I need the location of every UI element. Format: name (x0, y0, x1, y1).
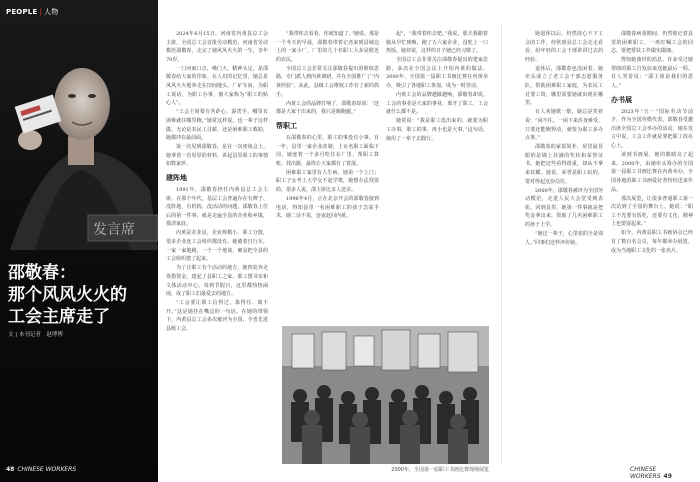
paragraph: “工会要让职工信得过、靠得住、离不开。”这是她挂在嘴边的一句话。在她的带领下，内黄县总工会多次被评为全国、全省先进县级工会。 (166, 300, 268, 332)
paragraph: 内黄是农业县，企业规模小、职工分散，很多企业连工会组织都没有。她骑着自行车，一家一家地跑，一个一个地谈，硬是把全县的工会组织建了起来。 (166, 230, 268, 263)
paragraph: 她常说：“我是职工选出来的，就要为职工办事。职工的事，再小也是大事。”这句话，她用了一辈子去践行。 (386, 118, 488, 142)
paragraph: “她这一辈子，心里装的全是别人。”同事们这样评价她。 (525, 231, 603, 246)
subheading: 办书展 (611, 95, 632, 104)
paragraph: 1996年4月，正在北京开会的邵敬春接到电话，得知县里一名困难职工的孩子急需手术，她二话不说，连夜赶回内黄。 (276, 196, 379, 220)
paragraph: 起”，“我带着你去吧。”我说。那天我跟着她从早忙到晚，跑了五六家企业，没吃上一口热饭。她却说，这样的日子她已经习惯了。 (386, 31, 488, 55)
section-label-cn: 人物 (44, 8, 59, 16)
subheading: 建阵地 (166, 174, 187, 182)
paragraph: 那次展览，让很多普通职工第一次站到了全国的舞台上。她说：“职工不光要有饭吃，还要有文化，精神上也要富起来。” (611, 195, 693, 228)
paragraph: 内黄工会的品牌打响了，邵敬春却说：“这都是大家干出来的，我只是跑跑腿。” (276, 100, 379, 116)
paragraph: “工会主席要有菩萨心、霹雳手，哪里有困难就往哪里跑。”她常这样说，也一辈子这样做。无论是农民工讨薪，还是困难职工救助，她都冲在最前面。 (166, 109, 268, 142)
paragraph: 2024年6月15日，河南省内黄县总工会主席、全国总工会首批劳动模范、河南省劳动模范邵敬春，走完了她风风火火的一生，享年70岁。 (166, 31, 268, 63)
section-divider: | (39, 8, 42, 16)
paragraph: 内黄工会的品牌越做越响，邵敬春却说，工会的事业是大家的事业，离开了职工，工会就什么都不是。 (386, 92, 488, 116)
paragraph: 全国总工会非常关注邵敬春提出的建家思路，多次在全国会议上介绍内黄的做法。2000年，全国第一届职工书画比赛在内黄举办，吸引了各地职工参加，成为一时佳话。 (386, 57, 488, 90)
paragraph: “我带你去看看，你就知道了。”她说。那是一个冬天的早晨，邵敬春带着记者来到县城边上的一家小厂，厂里的几十名职工大多是附近的农民。 (276, 31, 379, 63)
paragraph: 有人劝她歇一歇，她总是笑着说：“闲不住，一闲下来浑身难受。只要还能跑得动，就要为职工多办点事。” (525, 109, 603, 142)
text-column-3 (386, 30, 488, 320)
article-headline (8, 262, 158, 328)
paragraph: 她退休以后，仍然放心不下工会的工作，经常到县总工会走走看看，给年轻的工会干部讲讲过去的经验。 (525, 31, 603, 63)
paragraph: 邵敬春的家很简朴，屋里最显眼的是墙上挂满的奖状和荣誉证书。她把这些看得很重，却从不拿来炫耀。她说，荣誉是职工给的，要对得起这份信任。 (525, 144, 603, 185)
page-number-right: 49 (663, 473, 672, 480)
banner-text: 发言席 (93, 222, 135, 238)
photo-caption: 2000年，全国第一届职工书画比赛现场展览 (391, 467, 489, 473)
paragraph: 2023年“五一”国际劳动节前夕，作为全国劳模代表，邵敬春受邀出席全国总工会举办的活动，她在发言中说，工会工作就是要把职工放在心上。 (611, 108, 693, 150)
paragraph: 退休后，邵敬春也没闲着。她牵头成立了老工会干部志愿服务队，帮助困难职工家庭，为农民工讨要工资，哪里需要她就出现在哪里。 (525, 65, 603, 107)
paragraph: 一口河南口音，嗓门大，精神头足，是邵敬春给大家的印象。在人们的记忆里，她总是风风火火地奔走在田间地头、厂矿车间，为职工说话，为职工办事，被大家称为“职工的贴心人”。 (166, 65, 268, 107)
headline-line-3: 工会主席走了 (8, 307, 110, 327)
headline-line-2: 那个风风火火的 (8, 285, 127, 305)
portrait-photo (0, 0, 158, 482)
paragraph: 邵敬春病重期间，仍然惦记着县里的困难职工，一再叮嘱工会的同志，要把帮扶工作做实做细。 (611, 31, 693, 55)
paragraph: 全国总工会非常关注邵敬春提出的维权思路，专门派人到内黄调研，并在全国推广了“内黄经验”。从此，县级工会维权工作有了新的抓手。 (276, 65, 379, 98)
paragraph: 谈到书画展，她的眼睛亮了起来。2000年，由她牵头筹办的全国第一届职工书画比赛在内黄举办，全国各地的职工书画爱好者纷纷送来作品。 (611, 152, 693, 193)
event-photo (282, 326, 489, 464)
byline: 文 | 本刊记者 赵博博 (8, 332, 63, 338)
paragraph: 困难职工家里有人生病，她第一个上门；职工子女考上大学交不起学费，她想办法找资助。很多人说，邵主席比亲人还亲。 (276, 169, 379, 193)
footer-left (6, 466, 76, 473)
paragraph: 如今，内黄县职工书画协会已经有了数百名会员，每年都举办展览，成为当地职工文化的一张名片。 (611, 230, 693, 254)
paragraph: 在邵敬春的心里，职工的事没有小事。有一年，县里一家企业改制，上百名职工面临下岗，她连着一个多月吃住在厂里，帮职工算账、找出路，最终让大家都有了着落。 (276, 134, 379, 167)
subheading: 帮职工 (276, 121, 297, 130)
footer-right (630, 466, 700, 480)
magazine-name-right: CHINESE WORKERS (630, 466, 661, 480)
exhibition-photo (282, 326, 489, 464)
paragraph: 2000年，邵敬春被评为全国劳动模范，走进人民大会堂受到表彰。回到县里，她第一件事就是把奖金拿出来，资助了几名困难职工的孩子上学。 (525, 187, 603, 229)
section-label (6, 7, 58, 17)
paragraph: 为了让职工有个活动的地方，她四处奔走筹措资金，建起了县职工之家、职工图书室和文体活动中心。每到节假日，这里都热热闹闹，成了职工们最爱去的地方。 (166, 265, 268, 298)
headline-line-1: 邵敬春： (8, 263, 76, 283)
page-gutter (501, 24, 502, 464)
text-column-1 (166, 30, 268, 460)
paragraph: 得知她离世的消息，许多受过她帮助的职工自发前来送她最后一程。有人哭着说：“邵主席是我们的恩人。” (611, 57, 693, 90)
text-column-2 (276, 30, 379, 320)
text-column-4 (525, 30, 603, 460)
paragraph: 1991年，邵敬春担任内黄县总工会主席。在那个年代，基层工会普遍存在有牌子、没阵地，有机构、没活动的问题。邵敬春上任后的第一件事，就是走遍全县的企业和乡镇，摸清家底。 (166, 187, 268, 228)
section-label-en: PEOPLE (6, 8, 38, 16)
cover-photo-panel (0, 0, 158, 482)
magazine-name-left: CHINESE WORKERS (17, 466, 77, 473)
page-number-left: 48 (6, 466, 15, 473)
paragraph: 第一次见到邵敬春，是在一次座谈会上。她拿着一沓厚厚的材料，讲起县里职工的事情如数家珍。 (166, 144, 268, 168)
text-column-5 (611, 30, 693, 460)
